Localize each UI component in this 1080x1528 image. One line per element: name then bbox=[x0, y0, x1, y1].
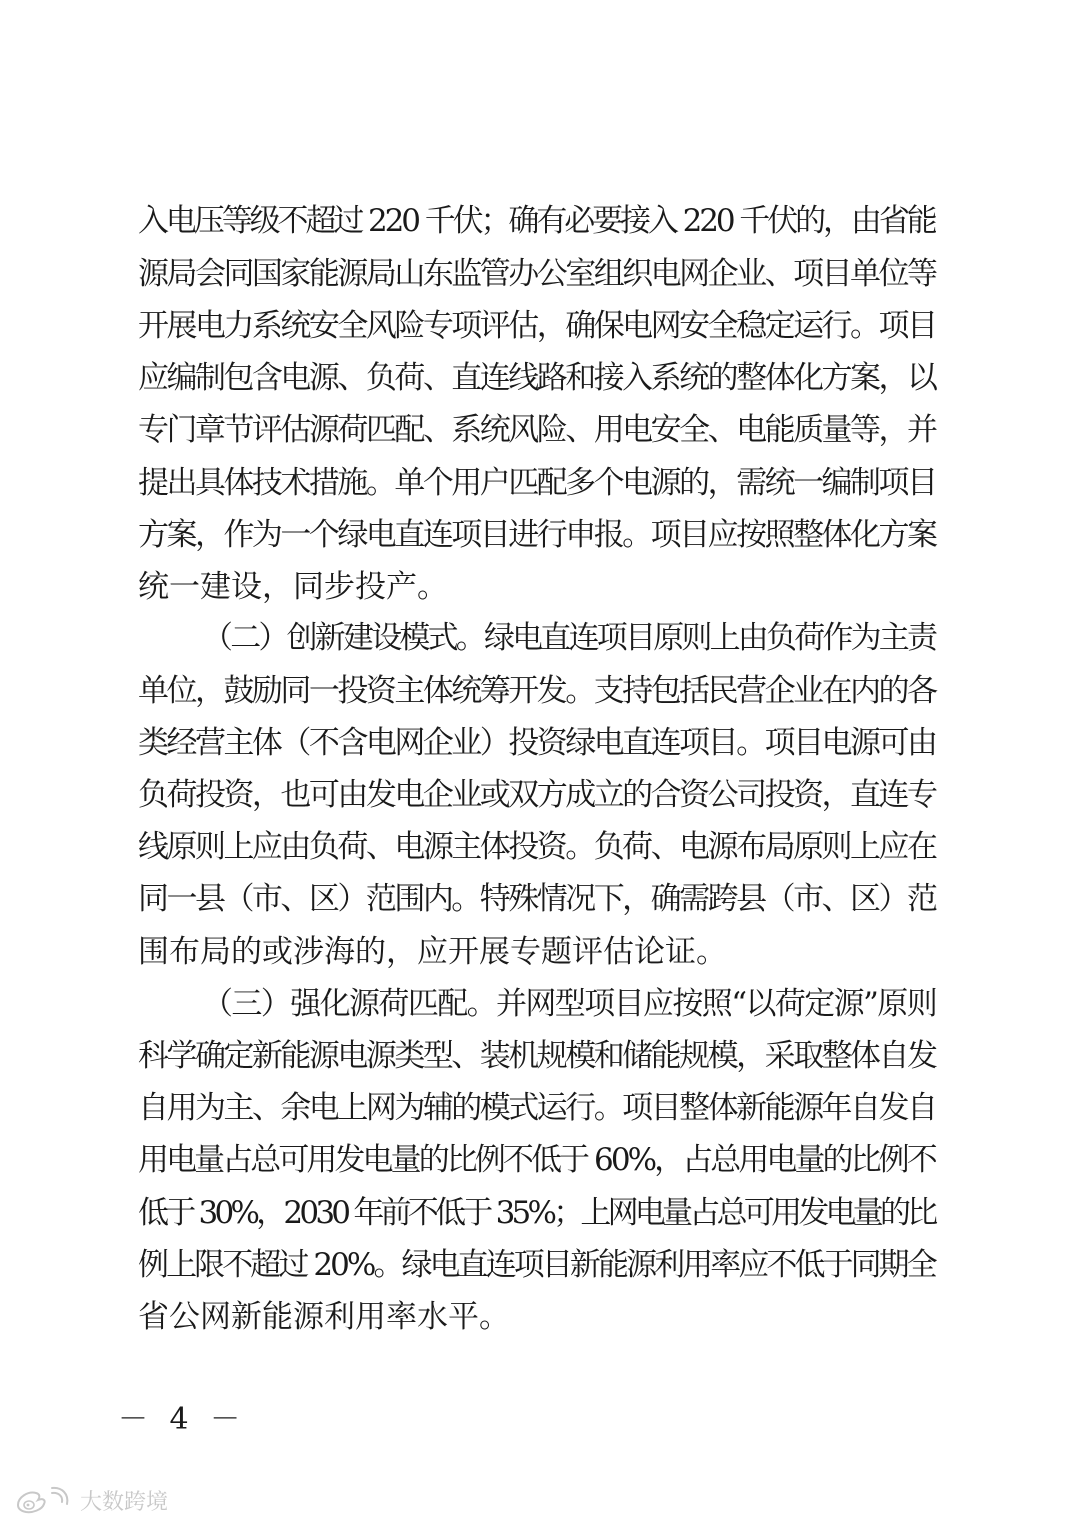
page-number: － 4 － bbox=[118, 1402, 247, 1437]
text-line: 用电量占总可用发电量的比例不低于 60%，占总用电量的比例不 bbox=[138, 1142, 935, 1178]
section-heading-line: （二）创新建设模式。绿电直连项目原则上由负荷作为主责 bbox=[202, 620, 936, 656]
text-line: 源局会同国家能源局山东监管办公室组织电网企业、项目单位等 bbox=[138, 256, 936, 292]
text-line: 低于 30%，2030 年前不低于 35%；上网电量占总可用发电量的比 bbox=[138, 1195, 935, 1231]
text-line: 方案，作为一个绿电直连项目进行申报。项目应按照整体化方案 bbox=[138, 517, 936, 553]
text-line: 单位，鼓励同一投资主体统筹开发。支持包括民营企业在内的各 bbox=[138, 673, 936, 709]
section-heading-line: （三）强化源荷匹配。并网型项目应按照“以荷定源”原则 bbox=[202, 986, 937, 1022]
text-line: 线原则上应由负荷、电源主体投资。负荷、电源布局原则上应在 bbox=[138, 829, 936, 865]
text-line: 自用为主、余电上网为辅的模式运行。项目整体新能源年自发自 bbox=[138, 1090, 936, 1126]
text-line: 例上限不超过 20%。绿电直连项目新能源利用率应不低于同期全 bbox=[138, 1247, 935, 1283]
text-line: 专门章节评估源荷匹配、系统风险、用电安全、电能质量等，并 bbox=[138, 412, 936, 448]
weibo-logo-icon bbox=[14, 1485, 76, 1515]
text-line: 围布局的或涉海的，应开展专题评估论证。 bbox=[138, 934, 727, 970]
text-line: 应编制包含电源、负荷、直连线路和接入系统的整体化方案，以 bbox=[138, 360, 936, 396]
text-line: 省公网新能源利用率水平。 bbox=[138, 1299, 510, 1335]
watermark-text: 大数跨境 bbox=[80, 1489, 169, 1515]
text-line: 类经营主体（不含电网企业）投资绿电直连项目。项目电源可由 bbox=[138, 725, 936, 761]
text-line: 同一县（市、区）范围内。特殊情况下，确需跨县（市、区）范 bbox=[138, 881, 936, 917]
text-line: 负荷投资，也可由发电企业或双方成立的合资公司投资，直连专 bbox=[138, 777, 936, 813]
text-line: 统一建设，同步投产。 bbox=[138, 569, 448, 605]
text-line: 入电压等级不超过 220 千伏；确有必要接入 220 千伏的，由省能 bbox=[138, 203, 935, 239]
text-line: 提出具体技术措施。单个用户匹配多个电源的，需统一编制项目 bbox=[138, 465, 936, 501]
watermark bbox=[14, 1480, 168, 1520]
text-line: 开展电力系统安全风险专项评估，确保电网安全稳定运行。项目 bbox=[138, 308, 936, 344]
text-line: 科学确定新能源电源类型、装机规模和储能规模，采取整体自发 bbox=[138, 1038, 936, 1074]
